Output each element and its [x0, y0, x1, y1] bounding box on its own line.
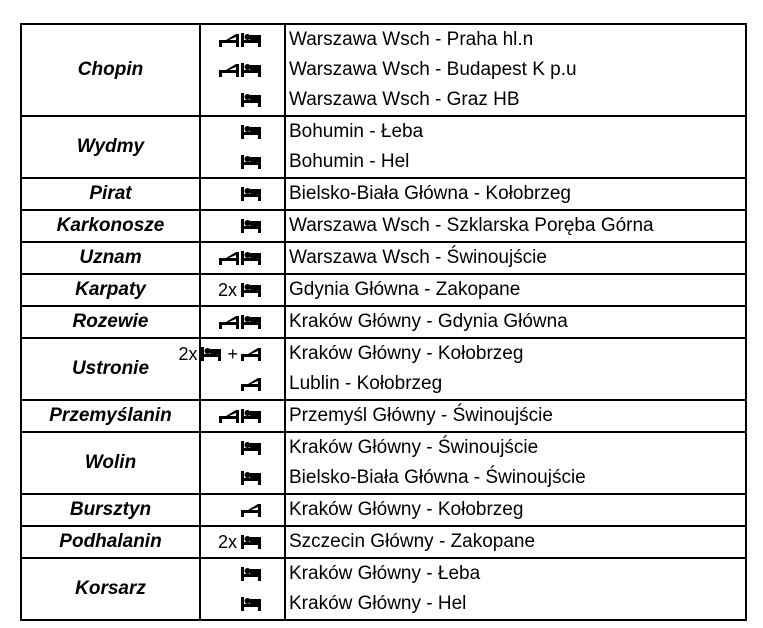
table-row [21, 178, 746, 210]
sleeper-bed-icon [240, 314, 262, 330]
table-row [21, 400, 746, 432]
route-text: Warszawa Wsch - Praha hl.n [289, 29, 534, 50]
car-types-line [201, 147, 284, 177]
route-text: Bielsko-Biała Główna - Kołobrzeg [289, 183, 571, 204]
car-types-line [178, 339, 284, 369]
car-types-cell [200, 274, 285, 306]
car-types-line [201, 117, 284, 147]
sleeper-bed-icon [240, 440, 262, 456]
routes-cell [285, 24, 746, 116]
train-name: Przemyślanin [21, 400, 200, 432]
car-types-line [201, 55, 284, 85]
table-body [21, 24, 746, 620]
car-types-line [201, 307, 284, 337]
routes-cell [285, 558, 746, 620]
train-name: Chopin [21, 24, 200, 116]
car-types-line [201, 369, 284, 399]
routes-cell [285, 400, 746, 432]
table-row [21, 116, 746, 178]
sleeper-bed-icon [240, 218, 262, 234]
train-name: Korsarz [21, 558, 200, 620]
table-row [21, 210, 746, 242]
train-name: Karpaty [21, 274, 200, 306]
sleeper-bed-icon [240, 534, 262, 550]
routes-cell [285, 274, 746, 306]
car-types-cell [200, 178, 285, 210]
table-row [21, 274, 746, 306]
routes-cell [285, 494, 746, 526]
table-row [21, 558, 746, 620]
car-types-line [201, 25, 284, 55]
table-row [21, 526, 746, 558]
car-types-line [201, 463, 284, 493]
car-types-cell [200, 526, 285, 558]
train-name: Pirat [21, 178, 200, 210]
route-text: Kraków Główny - Świnoujście [289, 437, 539, 458]
train-name: Wolin [21, 432, 200, 494]
routes-cell [285, 242, 746, 274]
train-name: Karkonosze [21, 210, 200, 242]
night-trains-table [20, 23, 747, 621]
routes-cell [285, 116, 746, 178]
routes-cell [285, 306, 746, 338]
route-text: Warszawa Wsch - Graz HB [289, 89, 520, 110]
sleeper-bed-icon [240, 470, 262, 486]
table-row [21, 306, 746, 338]
couchette-icon [240, 376, 262, 392]
route-text: Szczecin Główny - Zakopane [289, 531, 536, 552]
route-text: Bohumin - Hel [289, 151, 410, 172]
car-types-line [201, 559, 284, 589]
routes-cell [285, 178, 746, 210]
routes-cell [285, 432, 746, 494]
car-types-cell [200, 116, 285, 178]
train-name: Bursztyn [21, 494, 200, 526]
train-name: Wydmy [21, 116, 200, 178]
table-row [21, 338, 746, 400]
sleeper-bed-icon [240, 154, 262, 170]
route-text: Lublin - Kołobrzeg [289, 373, 443, 394]
route-text: Warszawa Wsch - Szklarska Poręba Górna [289, 215, 654, 236]
route-text: Przemyśl Główny - Świnoujście [289, 405, 553, 426]
table-row [21, 432, 746, 494]
sleeper-bed-icon [240, 282, 262, 298]
route-text: Kraków Główny - Kołobrzeg [289, 499, 524, 520]
car-types-line [201, 433, 284, 463]
couchette-icon [218, 250, 240, 266]
couchette-icon [240, 502, 262, 518]
route-text: Kraków Główny - Hel [289, 593, 467, 614]
car-types-cell [200, 558, 285, 620]
car-types-line [201, 495, 284, 525]
train-name: Rozewie [21, 306, 200, 338]
train-name: Uznam [21, 242, 200, 274]
route-text: Bielsko-Biała Główna - Świnoujście [289, 467, 586, 488]
sleeper-bed-icon [240, 250, 262, 266]
routes-cell [285, 210, 746, 242]
car-types-cell [200, 494, 285, 526]
routes-cell [285, 338, 746, 400]
sleeper-bed-icon [200, 346, 222, 362]
routes-cell [285, 526, 746, 558]
sleeper-bed-icon [240, 92, 262, 108]
car-types-line [201, 589, 284, 619]
car-types-cell [178, 338, 285, 400]
sleeper-bed-icon [240, 62, 262, 78]
sleeper-bed-icon [240, 32, 262, 48]
route-text: Warszawa Wsch - Świnoujście [289, 247, 547, 268]
car-types-cell [200, 242, 285, 274]
table-row [21, 24, 746, 116]
sleeper-bed-icon [240, 186, 262, 202]
car-types-cell [200, 432, 285, 494]
table-row [21, 242, 746, 274]
car-types-line [201, 527, 284, 557]
couchette-icon [218, 314, 240, 330]
sleeper-bed-icon [240, 124, 262, 140]
car-types-cell [200, 400, 285, 432]
car-types-line [201, 275, 284, 305]
car-count-prefix: 2x [217, 532, 237, 552]
sleeper-bed-icon [240, 596, 262, 612]
sleeper-bed-icon [240, 408, 262, 424]
route-text: Bohumin - Łeba [289, 121, 424, 142]
train-name: Podhalanin [21, 526, 200, 558]
route-text: Gdynia Główna - Zakopane [289, 279, 521, 300]
route-text: Kraków Główny - Gdynia Główna [289, 311, 568, 332]
car-count-prefix: 2x [217, 280, 237, 300]
route-text: Kraków Główny - Kołobrzeg [289, 343, 524, 364]
train-name: Ustronie [21, 338, 200, 400]
couchette-icon [218, 62, 240, 78]
car-types-line [201, 179, 284, 209]
couchette-icon [240, 346, 262, 362]
couchette-icon [218, 32, 240, 48]
car-types-line [201, 211, 284, 241]
route-text: Kraków Główny - Łeba [289, 563, 481, 584]
car-count-prefix: 2x [178, 344, 198, 364]
car-types-cell [200, 306, 285, 338]
sleeper-bed-icon [240, 566, 262, 582]
car-types-cell [200, 24, 285, 116]
car-types-line [201, 243, 284, 273]
plus-sign: + [227, 344, 238, 364]
car-types-line [201, 85, 284, 115]
car-types-line [201, 401, 284, 431]
couchette-icon [218, 408, 240, 424]
table-row [21, 494, 746, 526]
route-text: Warszawa Wsch - Budapest K p.u [289, 59, 577, 80]
car-types-cell [200, 210, 285, 242]
